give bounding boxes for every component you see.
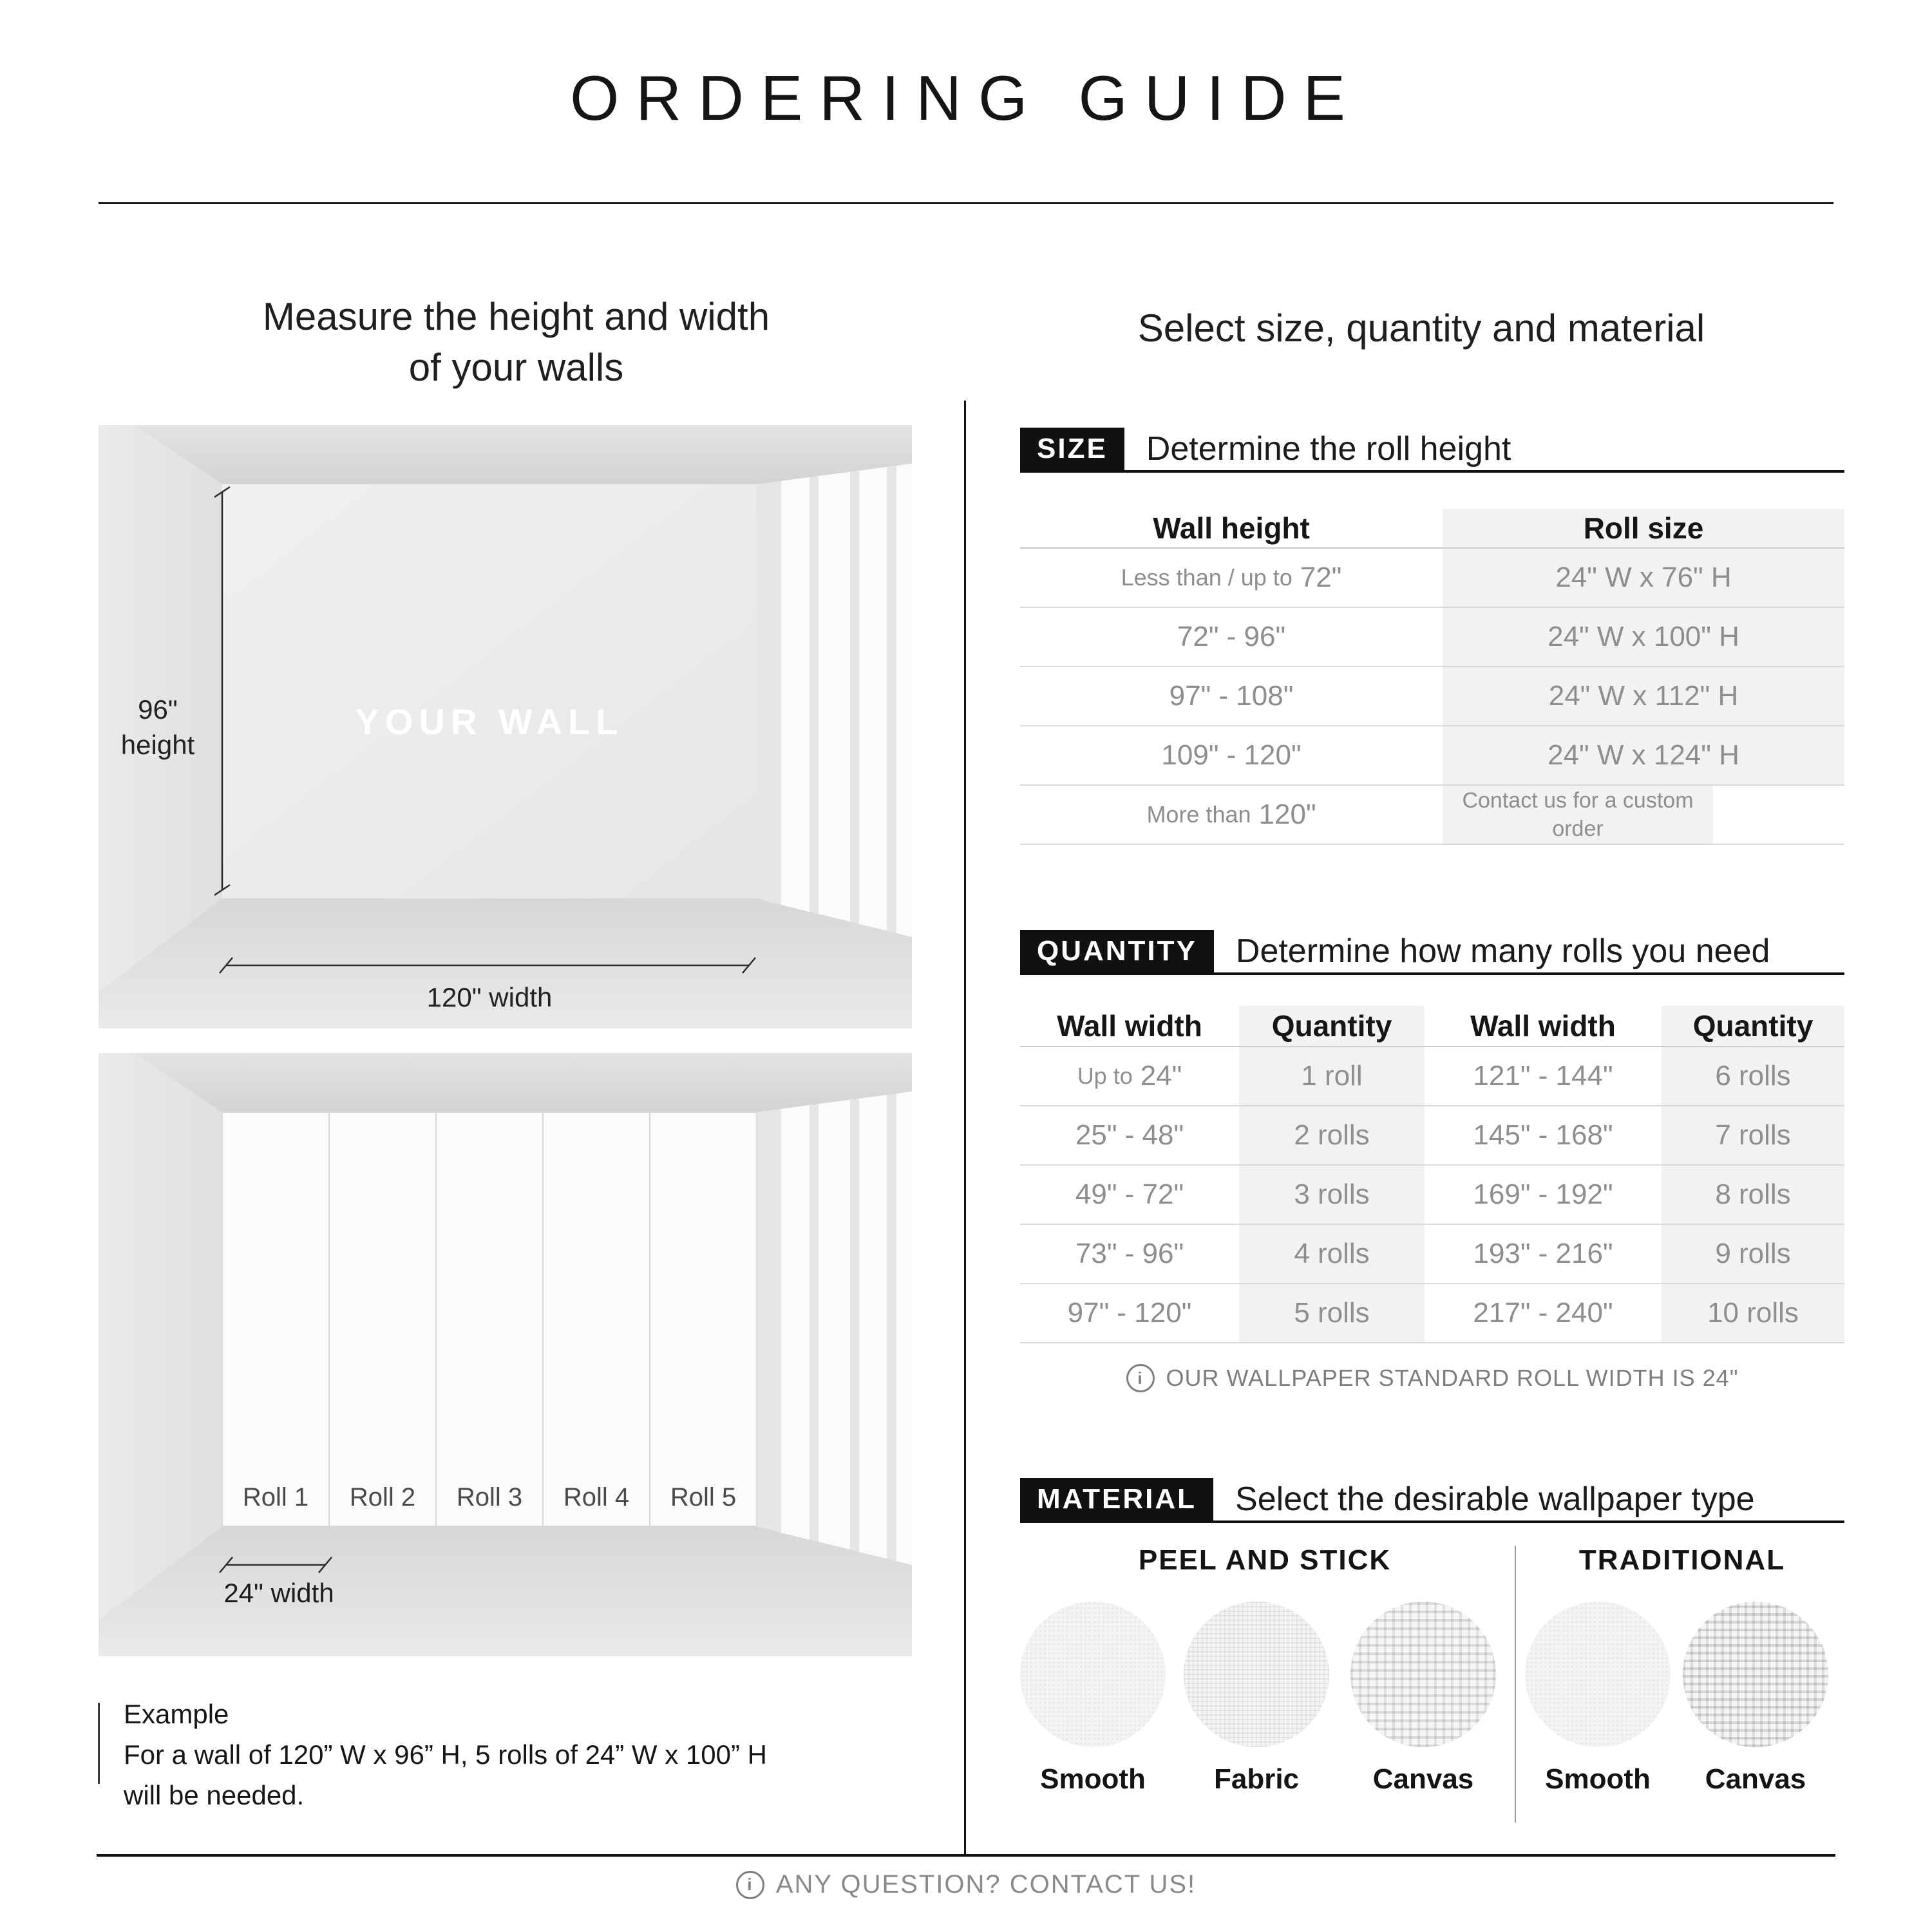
quantity-value: 6 rolls bbox=[1662, 1047, 1844, 1105]
wall-width-value: 169" - 192" bbox=[1473, 1179, 1613, 1210]
roll-size-value: 24" W x 112" H bbox=[1443, 667, 1844, 725]
wall-height-value: 72" bbox=[1300, 562, 1342, 593]
peel-fabric-swatch bbox=[1184, 1602, 1329, 1747]
room-2-graphic bbox=[99, 1053, 912, 1656]
wall-height-prefix: Less than / up to bbox=[1121, 564, 1293, 591]
quantity-value: 9 rolls bbox=[1662, 1225, 1844, 1283]
material-group-divider bbox=[1515, 1546, 1516, 1823]
quantity-value: 4 rolls bbox=[1239, 1225, 1425, 1283]
quantity-value: 1 roll bbox=[1239, 1047, 1425, 1105]
material-section-badge: MATERIAL bbox=[1020, 1478, 1213, 1520]
size-table-row bbox=[1020, 549, 1844, 608]
quantity-table bbox=[1020, 1006, 1844, 1343]
your-wall-label: YOUR WALL bbox=[355, 701, 624, 742]
quantity-table-row bbox=[1020, 1284, 1844, 1343]
quantity-value: 5 rolls bbox=[1239, 1284, 1425, 1342]
wall-width-value: 73" - 96" bbox=[1075, 1238, 1184, 1269]
wall-width-value: 145" - 168" bbox=[1473, 1119, 1613, 1151]
quantity-value: 8 rolls bbox=[1662, 1166, 1844, 1224]
qty-col-wall-width-1: Wall width bbox=[1057, 1009, 1202, 1043]
column-divider bbox=[964, 401, 966, 1855]
wall-width-prefix: Up to bbox=[1077, 1063, 1133, 1089]
wall-width-value: 121" - 144" bbox=[1473, 1060, 1613, 1092]
wall-width-value: 217" - 240" bbox=[1473, 1297, 1613, 1329]
wall-height-value: 109" - 120" bbox=[1161, 739, 1302, 771]
size-table-row bbox=[1020, 667, 1844, 726]
wall-width-value: 193" - 216" bbox=[1473, 1238, 1613, 1269]
quantity-value: 7 rolls bbox=[1662, 1106, 1844, 1164]
size-col-wall-height: Wall height bbox=[1153, 511, 1310, 545]
qty-col-wall-width-2: Wall width bbox=[1470, 1009, 1616, 1043]
roll-width-note bbox=[1020, 1364, 1844, 1392]
traditional-smooth-swatch bbox=[1525, 1602, 1671, 1747]
example-accent-bar bbox=[98, 1703, 100, 1784]
measure-heading bbox=[99, 291, 934, 393]
wall-height-value: 97" - 108" bbox=[1169, 680, 1294, 712]
wall-height-word: height bbox=[120, 729, 195, 760]
roll-width-note-text: OUR WALLPAPER STANDARD ROLL WIDTH IS 24" bbox=[1166, 1365, 1739, 1391]
info-icon: i bbox=[1126, 1364, 1155, 1392]
peel-smooth-swatch bbox=[1020, 1602, 1166, 1747]
quantity-value: 10 rolls bbox=[1662, 1284, 1844, 1342]
page-title: ORDERING GUIDE bbox=[570, 62, 1362, 133]
info-icon: i bbox=[736, 1871, 764, 1899]
wall-width-value: 49" - 72" bbox=[1075, 1179, 1184, 1210]
wall-width-value: 24" bbox=[1140, 1060, 1182, 1092]
roll-1-label: Roll 1 bbox=[242, 1483, 309, 1511]
roll-size-value: 24" W x 100" H bbox=[1443, 608, 1844, 666]
measure-heading-line2: of your walls bbox=[408, 346, 624, 390]
size-section-badge: SIZE bbox=[1020, 428, 1124, 470]
peel-and-stick-title: PEEL AND STICK bbox=[1138, 1544, 1392, 1576]
qty-col-quantity-2: Quantity bbox=[1662, 1006, 1844, 1046]
roll-width-label: 24" width bbox=[223, 1578, 334, 1608]
roll-size-value: 24" W x 124" H bbox=[1443, 726, 1844, 784]
example-block bbox=[124, 1694, 903, 1815]
size-table bbox=[1020, 509, 1844, 845]
roll-5-label: Roll 5 bbox=[670, 1483, 737, 1511]
wall-height-value: 72" - 96" bbox=[1177, 621, 1286, 652]
footer-contact-note bbox=[0, 1870, 1932, 1899]
roll-size-value: 24" W x 76" H bbox=[1443, 549, 1844, 607]
material-section-header bbox=[1020, 1478, 1844, 1523]
quantity-section-badge: QUANTITY bbox=[1020, 930, 1214, 972]
footer-contact-text: ANY QUESTION? CONTACT US! bbox=[775, 1870, 1197, 1899]
traditional-canvas-label: Canvas bbox=[1705, 1763, 1806, 1795]
wall-width-value: 25" - 48" bbox=[1075, 1119, 1184, 1151]
wall-height-value: 96" bbox=[138, 694, 178, 724]
size-table-row bbox=[1020, 608, 1844, 667]
size-section-title: Determine the roll height bbox=[1146, 430, 1511, 468]
peel-canvas-swatch bbox=[1350, 1602, 1496, 1747]
material-section-title: Select the desirable wallpaper type bbox=[1235, 1481, 1755, 1518]
size-table-header-row bbox=[1020, 509, 1844, 549]
roll-2-label: Roll 2 bbox=[349, 1483, 416, 1511]
measure-heading-line1: Measure the height and width bbox=[262, 295, 770, 338]
quantity-table-header-row bbox=[1020, 1006, 1844, 1047]
quantity-table-row bbox=[1020, 1106, 1844, 1166]
size-table-row bbox=[1020, 726, 1844, 786]
wall-width-label: 120" width bbox=[426, 982, 553, 1012]
size-col-roll-size: Roll size bbox=[1443, 509, 1844, 547]
room-illustration-measure bbox=[99, 425, 912, 1028]
roll-3-label: Roll 3 bbox=[456, 1483, 523, 1511]
peel-smooth-label: Smooth bbox=[1040, 1763, 1146, 1795]
quantity-section-title: Determine how many rolls you need bbox=[1235, 933, 1770, 970]
quantity-table-row bbox=[1020, 1225, 1844, 1284]
quantity-section-header bbox=[1020, 930, 1844, 975]
roll-size-value: Contact us for a custom order bbox=[1443, 786, 1713, 844]
wall-height-label bbox=[108, 692, 208, 762]
quantity-value: 2 rolls bbox=[1239, 1106, 1425, 1164]
traditional-canvas-swatch bbox=[1683, 1602, 1828, 1747]
peel-canvas-label: Canvas bbox=[1372, 1763, 1474, 1795]
peel-fabric-label: Fabric bbox=[1213, 1763, 1300, 1795]
quantity-table-row bbox=[1020, 1166, 1844, 1225]
example-title: Example bbox=[124, 1699, 229, 1729]
size-section-header bbox=[1020, 428, 1844, 473]
select-heading: Select size, quantity and material bbox=[1137, 307, 1705, 350]
roll-4-label: Roll 4 bbox=[563, 1483, 630, 1511]
quantity-table-row bbox=[1020, 1047, 1844, 1106]
size-table-row bbox=[1020, 786, 1844, 845]
wall-height-value: 120" bbox=[1258, 799, 1316, 830]
qty-col-quantity-1: Quantity bbox=[1239, 1006, 1425, 1046]
title-divider bbox=[99, 202, 1833, 204]
wall-height-prefix: More than bbox=[1146, 801, 1251, 828]
footer-divider bbox=[97, 1854, 1835, 1857]
quantity-value: 3 rolls bbox=[1239, 1166, 1425, 1224]
traditional-smooth-label: Smooth bbox=[1545, 1763, 1651, 1795]
example-line2: will be needed. bbox=[124, 1780, 305, 1810]
traditional-title: TRADITIONAL bbox=[1578, 1544, 1786, 1576]
room-illustration-rolls bbox=[99, 1053, 912, 1656]
example-line1: For a wall of 120” W x 96” H, 5 rolls of 24” W x 100” H bbox=[124, 1739, 767, 1770]
wall-width-value: 97" - 120" bbox=[1067, 1297, 1192, 1329]
